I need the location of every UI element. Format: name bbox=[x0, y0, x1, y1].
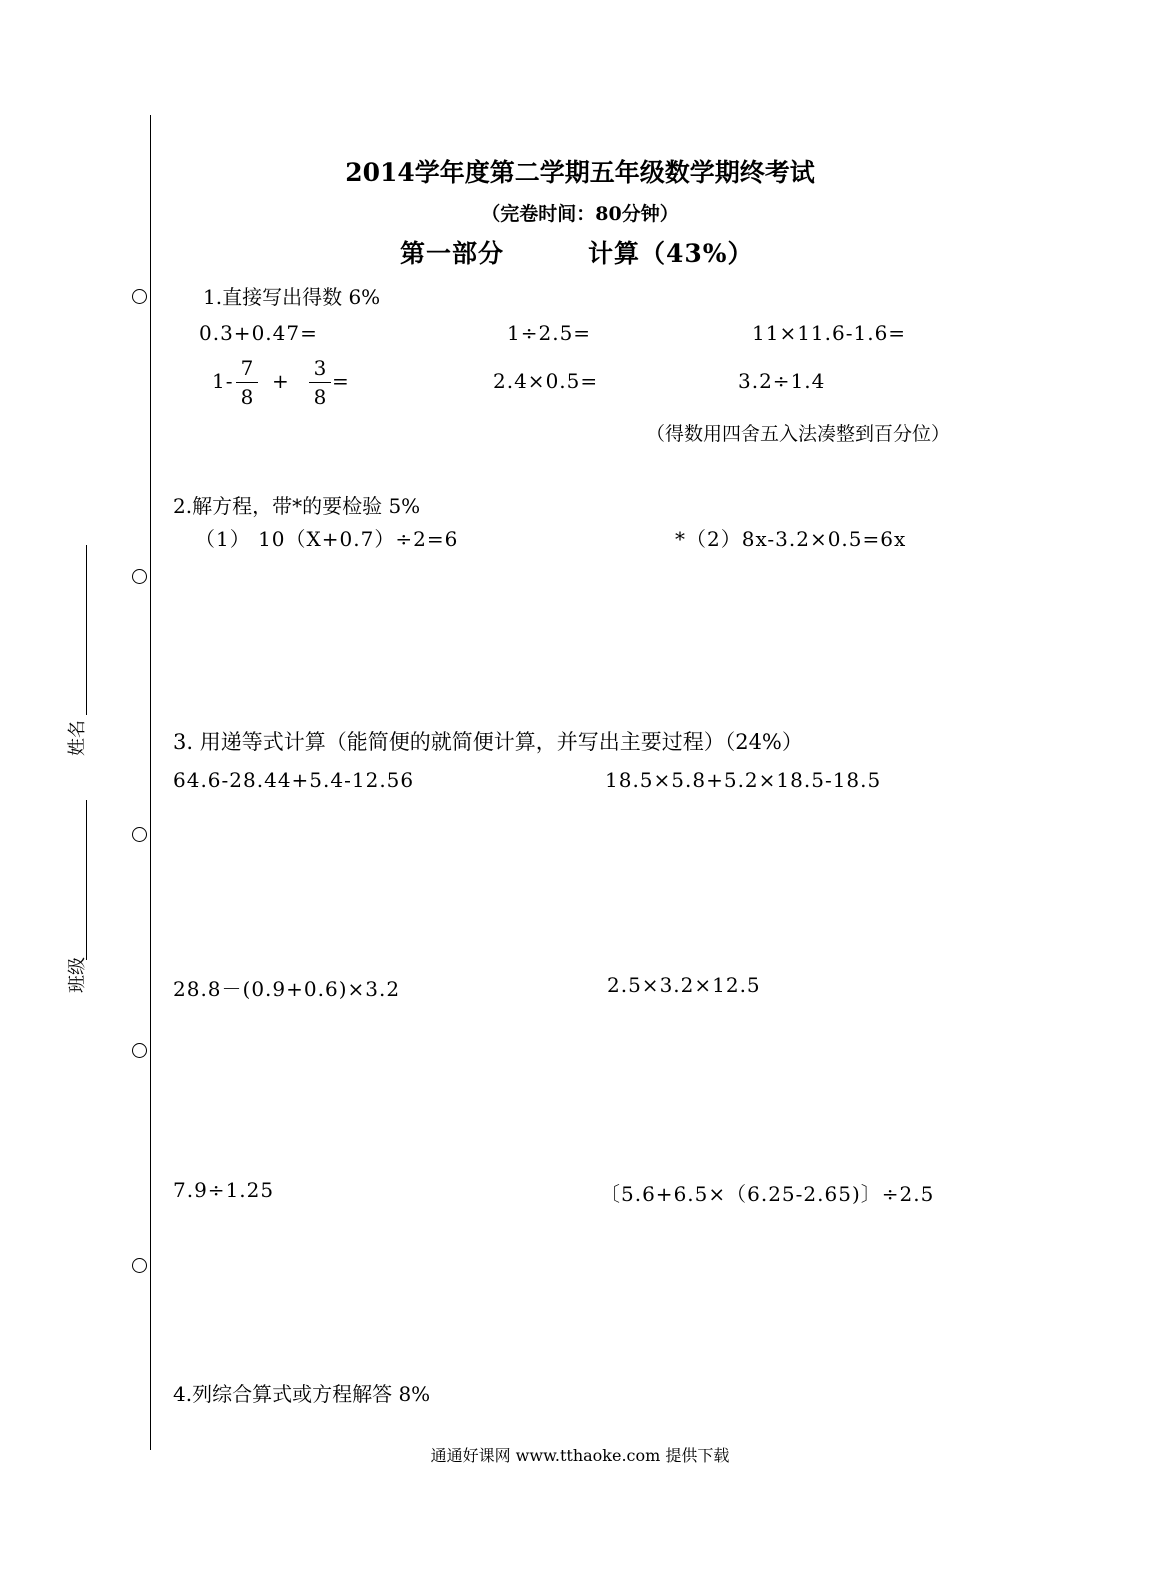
q3-expression: 2.5×3.2×12.5 bbox=[607, 973, 761, 997]
q1-item: 2.4×0.5= bbox=[493, 369, 599, 393]
fraction-denominator: 8 bbox=[240, 385, 254, 409]
page-title: 2014学年度第二学期五年级数学期终考试 bbox=[345, 158, 815, 187]
fraction bbox=[309, 356, 331, 409]
binding-hole bbox=[132, 1043, 147, 1058]
q3-expression: 18.5×5.8+5.2×18.5-18.5 bbox=[605, 768, 882, 792]
q3-expression: 64.6-28.44+5.4-12.56 bbox=[173, 768, 415, 792]
q1-item: 1÷2.5= bbox=[507, 321, 592, 345]
name-fill-line bbox=[86, 545, 87, 715]
fraction-denominator: 8 bbox=[313, 385, 327, 409]
q1-frac-whole: 1- bbox=[212, 369, 234, 393]
binding-line bbox=[150, 115, 151, 1450]
class-fill-line bbox=[86, 800, 87, 960]
q2-equation: （1） 10（X+0.7）÷2=6 bbox=[195, 527, 459, 551]
footer-credit: 通通好课网 www.tthaoke.com 提供下载 bbox=[430, 1446, 730, 1465]
time-note: （完卷时间：80分钟） bbox=[481, 203, 679, 225]
q3-expression: 7.9÷1.25 bbox=[173, 1178, 275, 1202]
fraction-numerator: 3 bbox=[313, 356, 327, 380]
class-label: 班级 bbox=[67, 957, 88, 993]
q3-heading: 3. 用递等式计算（能简便的就简便计算，并写出主要过程）（24%） bbox=[173, 730, 803, 754]
q3-expression: 28.8－(0.9+0.6)×3.2 bbox=[173, 977, 401, 1001]
q1-heading: 1.直接写出得数 6% bbox=[203, 285, 381, 309]
binding-hole bbox=[132, 827, 147, 842]
rounding-note: （得数用四舍五入法凑整到百分位） bbox=[646, 423, 951, 445]
binding-hole bbox=[132, 1258, 147, 1273]
binding-hole bbox=[132, 569, 147, 584]
binding-hole bbox=[132, 289, 147, 304]
q4-heading: 4.列综合算式或方程解答 8% bbox=[173, 1382, 431, 1406]
q2-equation: *（2）8x-3.2×0.5=6x bbox=[675, 527, 907, 551]
q1-item: 11×11.6-1.6= bbox=[752, 321, 907, 345]
part-topic: 计算（43%） bbox=[588, 239, 754, 268]
q1-item: 3.2÷1.4 bbox=[738, 369, 826, 393]
q3-expression: 〔5.6+6.5×（6.25-2.65)〕÷2.5 bbox=[600, 1182, 935, 1206]
q2-heading: 2.解方程，带*的要检验 5% bbox=[173, 494, 421, 518]
name-label: 姓名 bbox=[67, 720, 88, 756]
fraction-bar bbox=[309, 382, 331, 383]
fraction-bar bbox=[236, 382, 258, 383]
part-name: 第一部分 bbox=[400, 239, 505, 268]
q1-item: 0.3+0.47= bbox=[199, 321, 318, 345]
fraction-numerator: 7 bbox=[240, 356, 254, 380]
q1-frac-eq: = bbox=[332, 369, 350, 393]
q1-frac-op: + bbox=[272, 369, 290, 393]
fraction bbox=[236, 356, 258, 409]
